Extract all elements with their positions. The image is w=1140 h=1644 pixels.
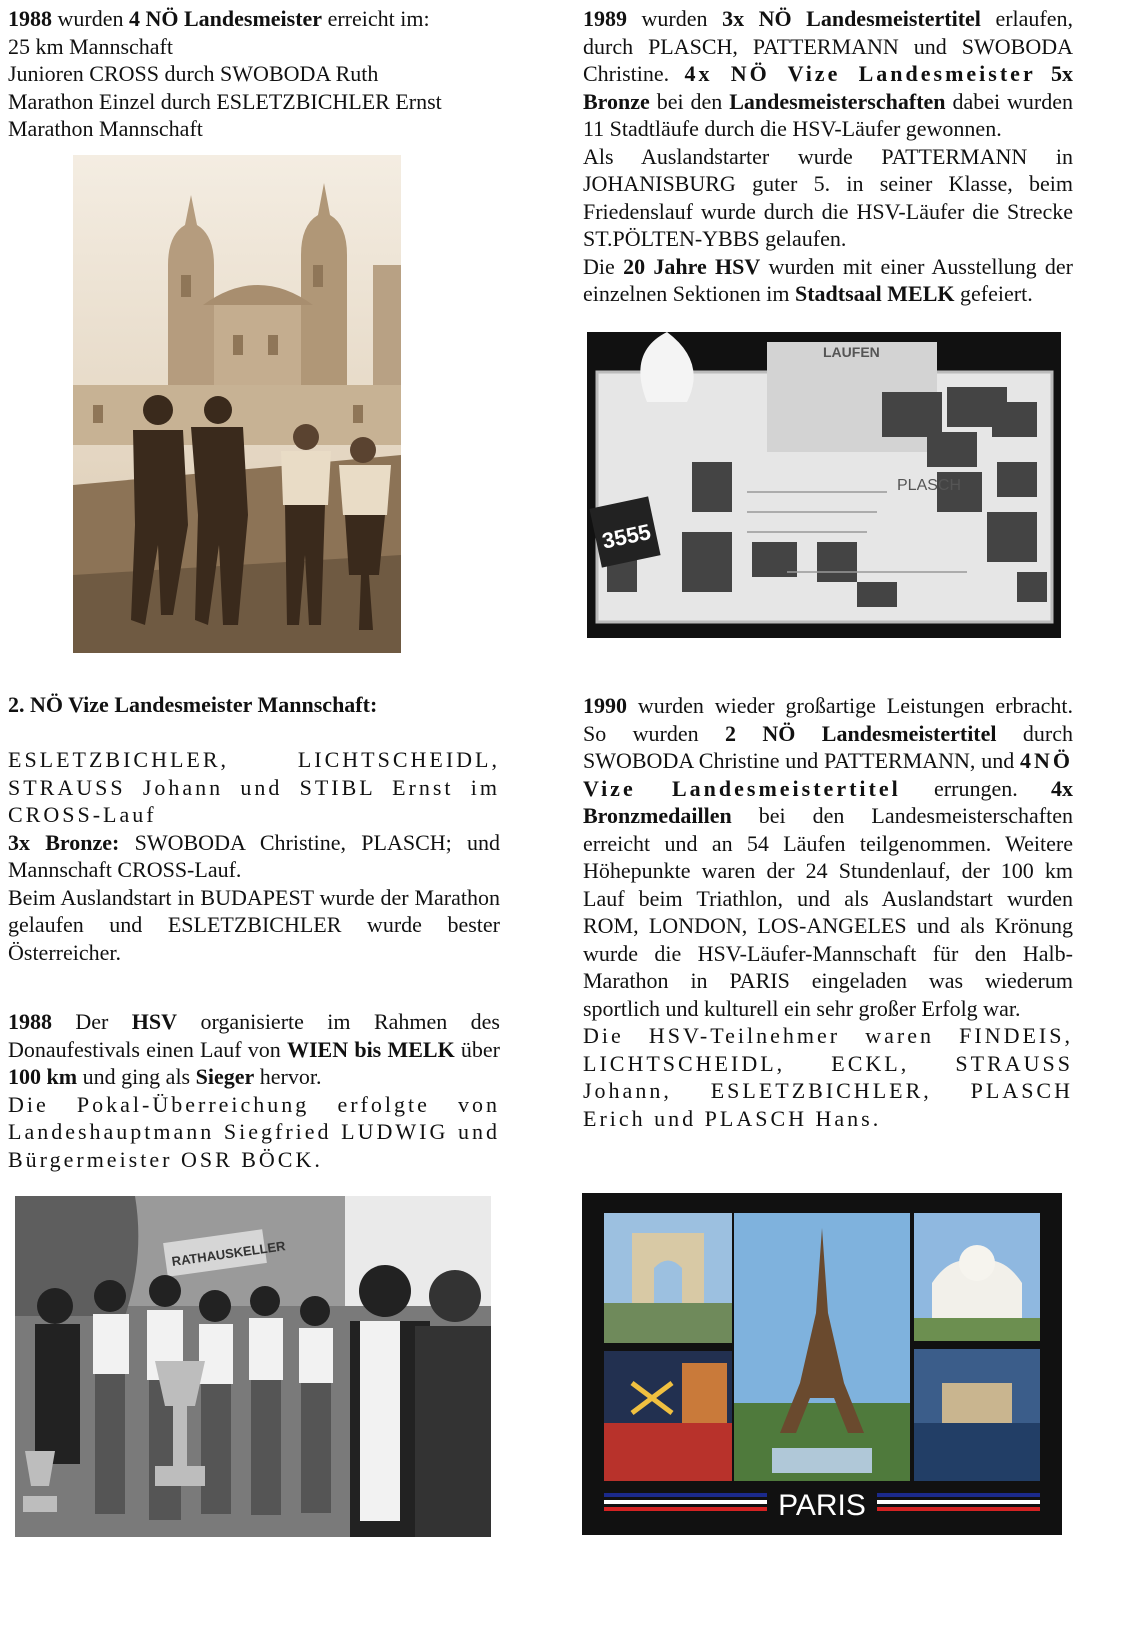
- block1-line1: [8, 5, 500, 33]
- text: [1036, 61, 1051, 86]
- bold-text: 2 NÖ Landesmeistertitel: [725, 720, 997, 746]
- text: und ging als: [77, 1064, 196, 1089]
- bold-text: 100 km: [8, 1064, 78, 1089]
- runners-abbey-image: [73, 155, 401, 653]
- block-1990: [583, 692, 1073, 1132]
- text: SWOBODA Christine, PLASCH; und Mannschaft CROSS-Lauf.: [8, 829, 500, 882]
- block-1988-landesmeister: [8, 5, 500, 143]
- text: durch SWOBODA Christine und PATTERMANN, und: [583, 720, 1073, 773]
- exhibition-board-image: [587, 332, 1061, 638]
- block3-names: ESLETZBICHLER, LICHTSCHEIDL, STRAUSS Johann und STIBL Ernst im CROSS-Lauf: [8, 747, 500, 827]
- bold-text: Landesmeisterschaften: [729, 88, 946, 114]
- text: Der: [52, 1009, 132, 1034]
- bold-text: 4x NÖ Vize Landesmeister: [684, 61, 1036, 86]
- photo-runners-abbey: [73, 155, 401, 653]
- text: gefeiert.: [954, 281, 1033, 306]
- block3-heading: [8, 691, 500, 719]
- block5-para1: [583, 692, 1073, 1022]
- block1-line4: Marathon Einzel durch ESLETZBICHLER Ernst: [8, 88, 442, 114]
- photo-paris-postcard: [582, 1193, 1062, 1535]
- bold-text: Sieger: [195, 1064, 255, 1089]
- block3-budapest: Beim Auslandstart in BUDAPEST wurde der Marathon gelaufen und ESLETZBICHLER wurde bester Österreicher.: [8, 884, 500, 965]
- year: 1990: [583, 693, 627, 718]
- text: hervor.: [254, 1064, 322, 1089]
- block1-line2: 25 km Mannschaft: [8, 33, 173, 59]
- bold-text: 3x Bronze:: [8, 829, 120, 855]
- block2-para3: [583, 253, 1073, 308]
- trophy-ceremony-image: [15, 1196, 491, 1537]
- text: wurden: [627, 6, 723, 31]
- paris-postcard-image: [582, 1193, 1062, 1535]
- year: 1989: [583, 6, 627, 31]
- year: 1988: [8, 6, 52, 31]
- bold-text: Stadtsaal MELK: [795, 281, 955, 306]
- bold-text: 4NÖ Vize Landesmeistertitel: [583, 748, 1073, 801]
- bold-text: 4x Bronzmedaillen: [583, 775, 1073, 828]
- bold-text: 3x NÖ Landesmeistertitel: [722, 6, 981, 31]
- year: 1988: [8, 1009, 52, 1034]
- block1-line3: Junioren CROSS durch SWOBODA Ruth: [8, 61, 379, 86]
- block3-bronze: [8, 829, 500, 884]
- block3-spacer: [8, 719, 500, 747]
- text: erlaufen, durch PLASCH, PATTERMANN und SWOBODA Christine.: [583, 6, 1074, 86]
- block-vize-landesmeister: [8, 691, 500, 966]
- text: wurden mit einer Ausstellung der einzelnen Sektionen im: [583, 253, 1074, 306]
- block-1988-wien-melk: [8, 1008, 500, 1173]
- exhibit-plasch-text: PLASCH: [897, 477, 962, 494]
- paris-caption-text: PARIS: [778, 1489, 866, 1522]
- text: dabei wurden 11 Stadtläufe durch die HSV-Läufer gewonnen.: [583, 88, 1073, 141]
- bold-text: HSV: [131, 1009, 178, 1034]
- text: wurden: [52, 6, 129, 31]
- exhibit-number-text: 3555: [599, 518, 653, 554]
- block-1989: [583, 5, 1073, 308]
- bold-text: WIEN bis MELK: [287, 1036, 455, 1062]
- text: wurden wieder großartige Leistungen erbracht. So wurden: [583, 693, 1073, 746]
- bold-text: 2. NÖ Vize Landesmeister Mannschaft:: [8, 692, 378, 717]
- text: über: [454, 1036, 500, 1062]
- block2-para2: Als Auslandstarter wurde PATTERMANN in JOHANISBURG guter 5. in seiner Klasse, beim Friedenslauf wurde durch die HSV-Läufer die Strecke ST.PÖLTEN-YBBS gelaufen.: [583, 143, 1073, 251]
- bold-text: 5x Bronze: [583, 61, 1074, 114]
- bold-text: 4 NÖ Landesmeister: [128, 6, 323, 31]
- bold-text: 20 Jahre HSV: [623, 253, 761, 279]
- text: Die: [583, 253, 624, 279]
- block4-para1: [8, 1008, 500, 1091]
- text: errungen.: [900, 775, 1051, 801]
- text: erreicht im:: [322, 6, 430, 31]
- block2-para1: [583, 5, 1073, 143]
- photo-exhibition-board: [587, 332, 1061, 638]
- block4-para2: Die Pokal-Überreichung erfolgte von Landeshauptmann Siegfried LUDWIG und Bürgermeister OSR BÖCK.: [8, 1091, 500, 1172]
- photo-trophy-ceremony: [15, 1196, 491, 1537]
- block5-para2: Die HSV-Teilnehmer waren FINDEIS, LICHTSCHEIDL, ECKL, STRAUSS Johann, ESLETZBICHLER, PLASCH Erich und PLASCH Hans.: [583, 1023, 1073, 1131]
- text: bei den Landesmeisterschaften erreicht und an 54 Läufen teilgenommen. Weitere Höhepunkte waren der 24 Stundenlauf, der 100 km Lauf beim Triathlon, und als Auslandstart wurden ROM, LONDON, LOS-ANGELES und als Krönung wurde die HSV-Läufer-Mannschaft für den Halb-Marathon in PARIS eingeladen was wiederum sportlich und kulturell ein sehr großer Erfolg war.: [583, 803, 1073, 1021]
- rathaus-sign-text: RATHAUSKELLER: [170, 1238, 287, 1270]
- text: bei den: [649, 88, 730, 114]
- exhibit-sign-text: LAUFEN: [823, 344, 880, 360]
- block1-line5: Marathon Mannschaft: [8, 116, 203, 141]
- text: organisierte im Rahmen des Donaufestivals einen Lauf von: [8, 1009, 500, 1062]
